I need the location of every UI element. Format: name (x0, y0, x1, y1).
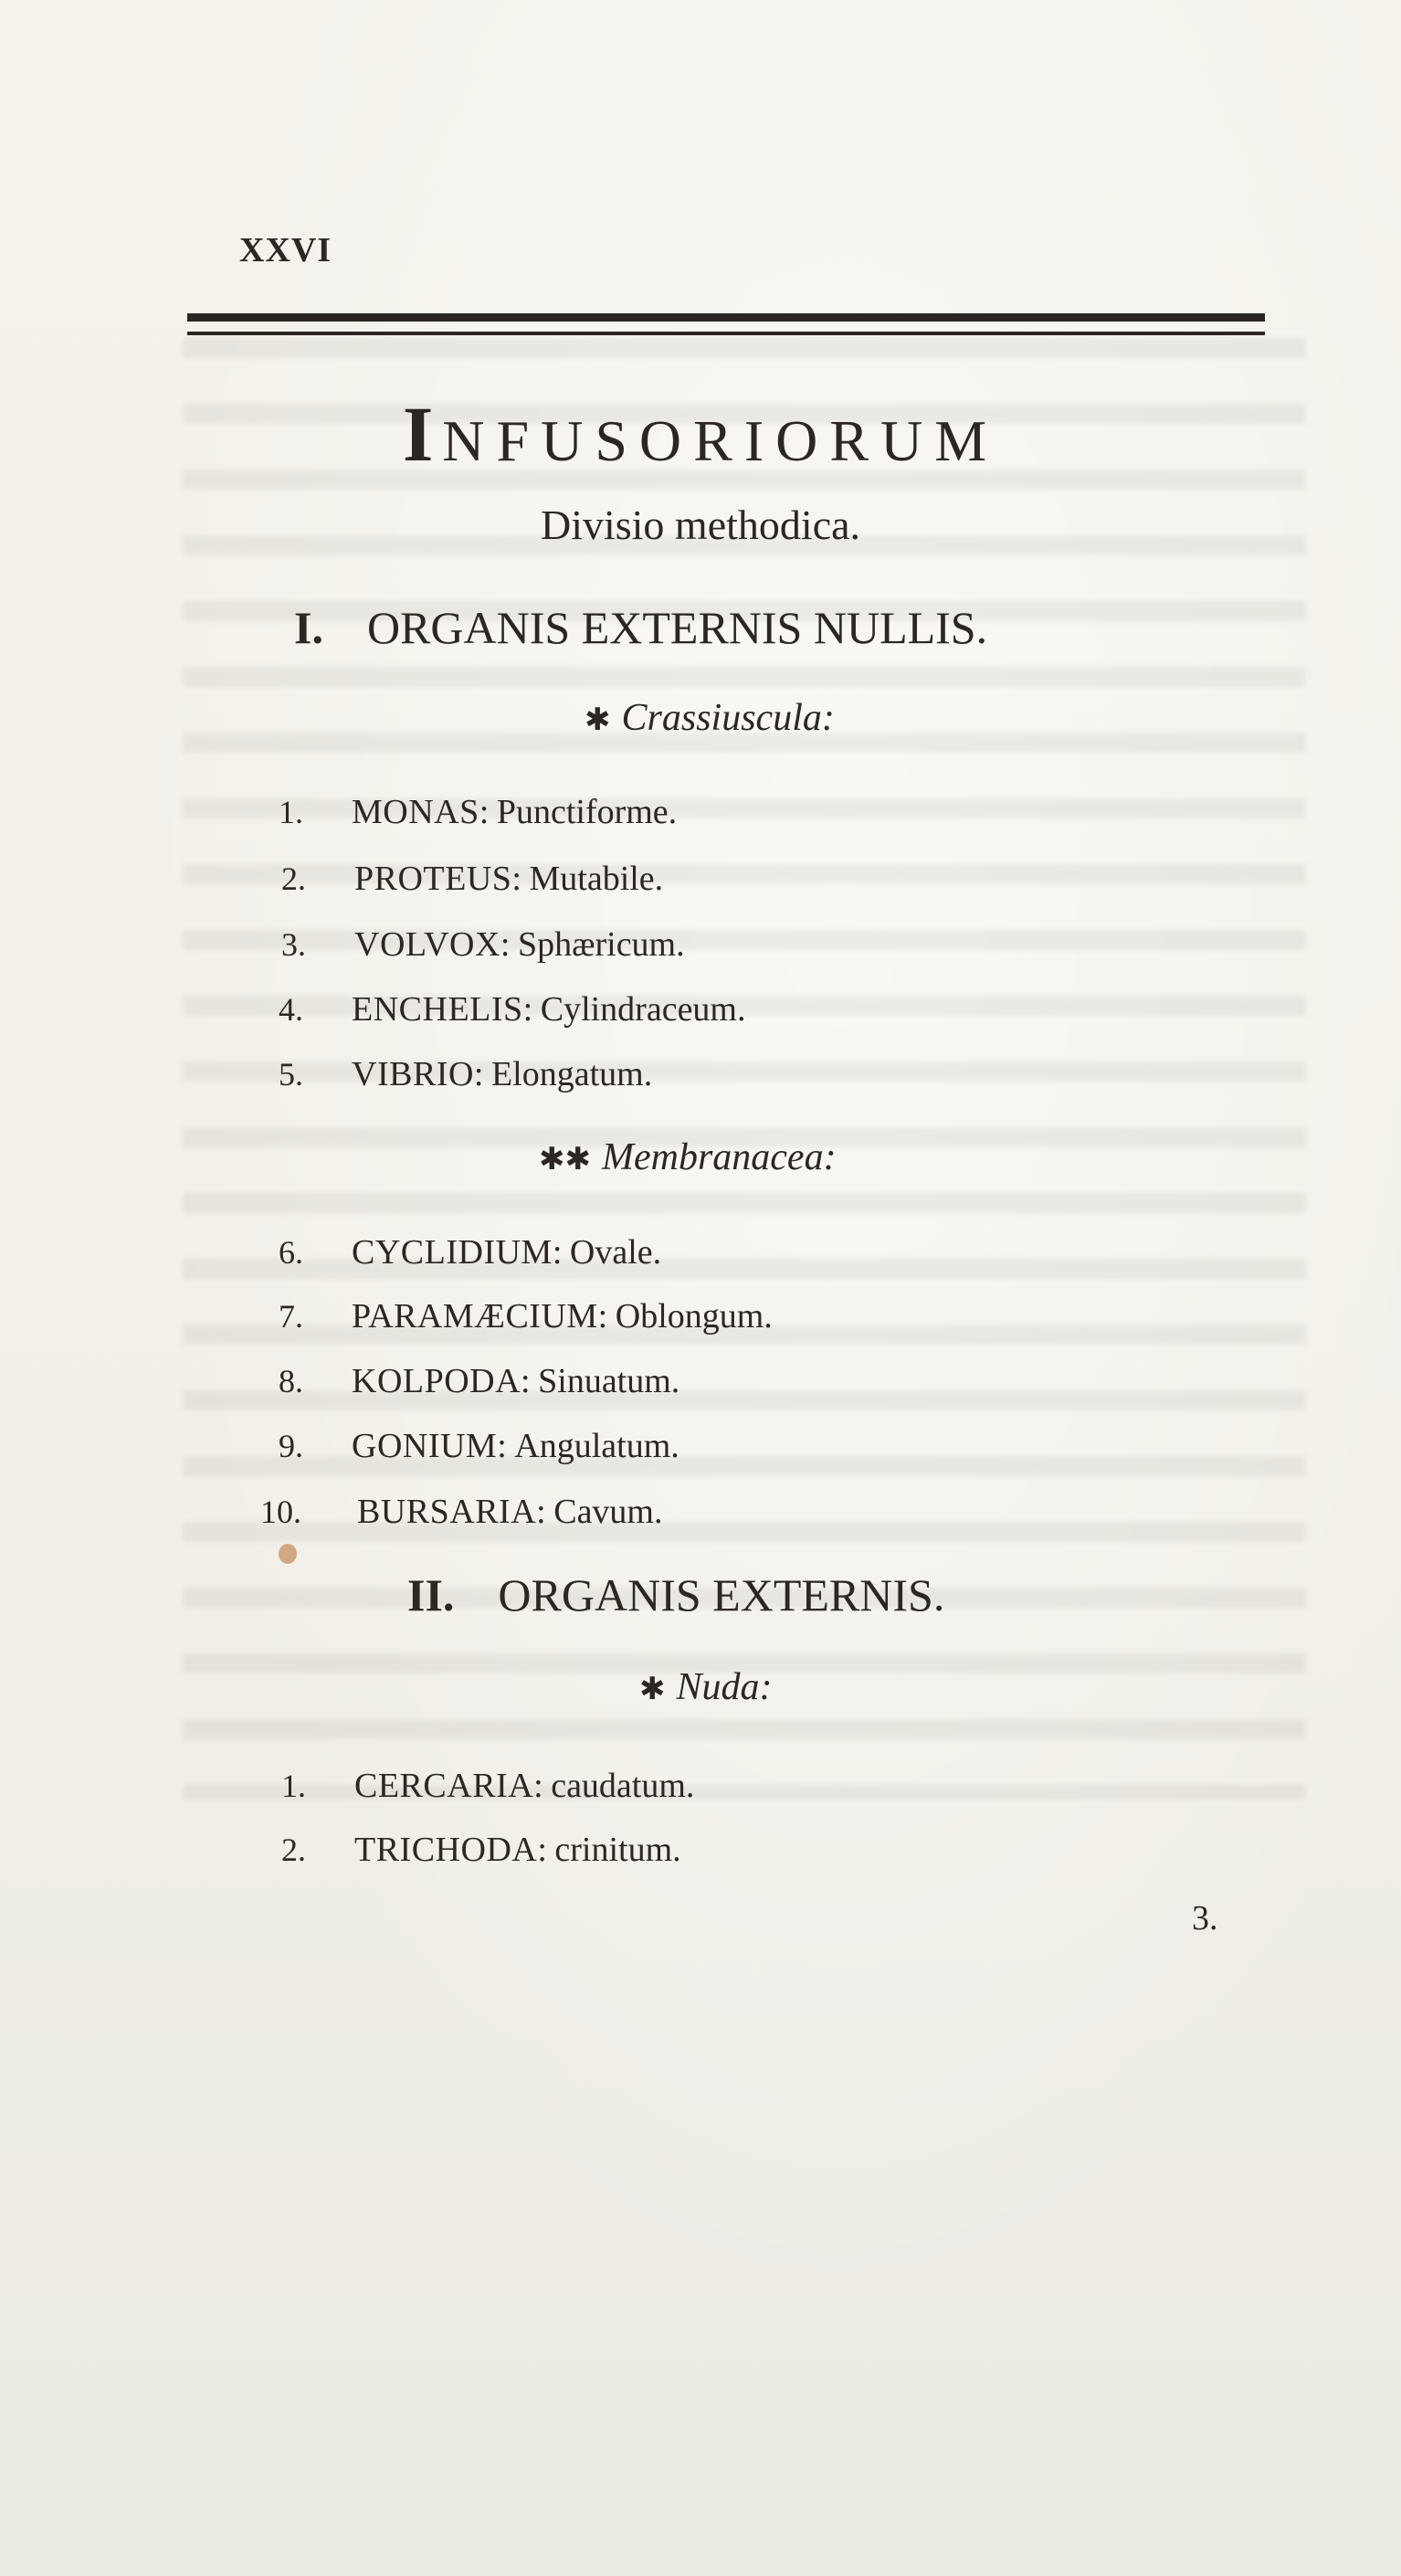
entry-description: Elongatum. (490, 1055, 653, 1093)
asterism-icon: ✱✱ (539, 1143, 591, 1177)
section-heading-1 (294, 601, 987, 654)
list-item (281, 924, 685, 965)
paper-stain (279, 1544, 297, 1564)
entry-description: Punctiforme. (496, 793, 678, 831)
entry-description: Sphæricum. (518, 925, 685, 964)
entry-number: 10. (260, 1494, 301, 1530)
entry-description: Cavum. (553, 1493, 663, 1531)
entry-number: 2. (281, 1832, 306, 1868)
list-item (281, 859, 663, 899)
asterism-icon: ✱ (585, 703, 611, 737)
group-label: Nuda: (676, 1666, 773, 1708)
section-title: ORGANIS EXTERNIS NULLIS. (366, 602, 988, 653)
entry-description: caudatum. (551, 1767, 695, 1805)
entry-description: Sinuatum. (538, 1362, 680, 1400)
entry-genus: ENCHELIS: (352, 990, 533, 1029)
entry-genus: TRICHODA: (354, 1831, 548, 1869)
section-numeral: II. (407, 1569, 455, 1621)
list-item (281, 1766, 694, 1806)
entry-genus: MONAS: (352, 793, 490, 831)
list-item (279, 1426, 679, 1466)
entry-genus: PARAMÆCIUM: (352, 1297, 608, 1336)
entry-genus: CYCLIDIUM: (352, 1233, 563, 1272)
entry-genus: VOLVOX: (354, 925, 511, 964)
entry-number: 2. (281, 860, 306, 897)
entry-number: 4. (279, 991, 303, 1028)
entry-genus: CERCARIA: (354, 1767, 544, 1805)
entry-genus: GONIUM: (352, 1427, 508, 1465)
entry-description: Ovale. (569, 1233, 662, 1272)
entry-genus: KOLPODA: (352, 1362, 532, 1400)
list-item (279, 792, 677, 832)
entry-genus: VIBRIO: (352, 1055, 484, 1093)
page-title (0, 388, 1401, 480)
list-item (279, 1054, 652, 1094)
list-item (279, 1296, 773, 1336)
group-label: Membranacea: (601, 1136, 837, 1178)
entry-number: 5. (279, 1056, 303, 1093)
list-item (279, 1232, 661, 1272)
entry-number: 9. (279, 1428, 303, 1464)
list-item (260, 1492, 663, 1532)
section-numeral: I. (294, 602, 323, 653)
list-item (281, 1830, 681, 1870)
entry-number: 1. (281, 1768, 306, 1804)
list-item (279, 1361, 679, 1401)
entry-number: 7. (279, 1298, 303, 1335)
title-rest: NFUSORIORUM (442, 408, 999, 473)
page-subtitle: Divisio methodica. (540, 501, 861, 548)
group-heading-nuda (639, 1665, 773, 1709)
entry-genus: BURSARIA: (357, 1493, 547, 1531)
entry-description: Cylindraceum. (540, 990, 746, 1029)
group-heading-membranacea (539, 1135, 837, 1179)
entry-description: Oblongum. (615, 1297, 773, 1336)
asterism-icon: ✱ (639, 1673, 666, 1706)
entry-number: 8. (279, 1363, 303, 1399)
header-rule-thick (187, 313, 1265, 322)
page-number: XXVI (239, 231, 332, 269)
list-item (279, 989, 746, 1029)
group-label: Crassiuscula: (621, 697, 835, 739)
catchword: 3. (1192, 1899, 1218, 1937)
entry-description: crinitum. (554, 1831, 681, 1869)
entry-number: 1. (279, 794, 303, 830)
entry-genus: PROTEUS: (354, 860, 522, 898)
entry-number: 6. (279, 1234, 303, 1271)
section-heading-2 (407, 1568, 944, 1621)
title-initial: I (402, 390, 443, 478)
header-rule-thin (187, 332, 1265, 335)
entry-description: Angulatum. (514, 1427, 679, 1465)
entry-number: 3. (281, 926, 306, 963)
group-heading-crassiuscula (585, 696, 835, 740)
entry-description: Mutabile. (529, 860, 664, 898)
section-title: ORGANIS EXTERNIS. (498, 1569, 945, 1621)
